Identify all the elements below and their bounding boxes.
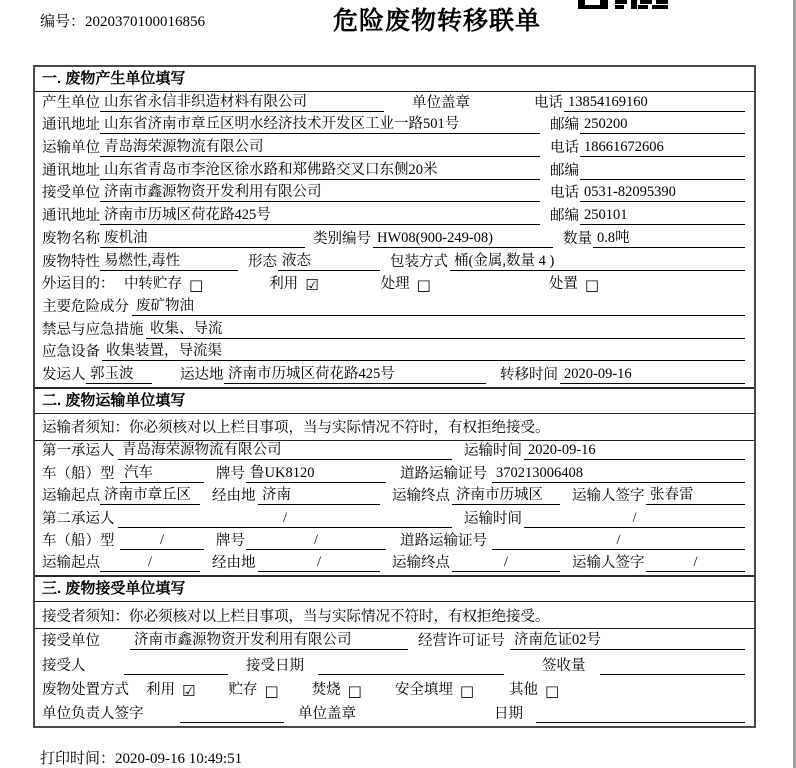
hazard-label: 主要危险成分 [42,298,129,315]
vehicle-label: 车（船）型 [42,465,115,482]
disposal-option-incinerate [312,678,362,699]
phone-label: 电话 [550,140,579,157]
form-label: 形态 [248,253,277,270]
row-shipper [35,364,754,387]
taboo-label: 禁忌与应急措施 [42,321,144,338]
checkbox-checked-icon: ☑ [305,276,319,295]
packing-value: 桶(金属,数量 4 ) [450,249,745,271]
origin-label: 运输起点 [42,555,100,572]
receiver-label: 接受单位 [42,185,100,202]
carrier2-label: 第二承运人 [42,510,115,527]
row-hazard-component [35,296,754,319]
purpose-label: 外运目的： [42,276,115,293]
producer-value: 山东省永信非织造材料有限公司 [100,90,384,112]
checkbox-icon: □ [264,681,279,700]
row-transporter-unit [35,137,754,160]
transfer-time-value: 2020-09-16 [560,366,745,384]
road-permit2-value: / [492,532,745,550]
row-producer-unit [35,92,754,115]
print-time-value: 2020-09-16 10:49:51 [115,751,243,767]
license-value: 济南危证02号 [510,628,745,650]
producer-phone-value: 13854169160 [564,94,745,112]
transporter-zip-value [580,165,745,180]
road-permit-label: 道路运输证号 [400,532,487,549]
serial-number-line [40,10,205,31]
date-label: 日期 [494,706,523,723]
row-receive-person [35,653,754,677]
form-value: 液态 [278,249,380,271]
license-label: 经营许可证号 [418,633,505,650]
character-value: 易燃性,毒性 [100,249,238,271]
equipment-label: 应急设备 [42,344,100,361]
terminus2-value: / [452,554,560,572]
checkbox-checked-icon: ☑ [182,681,196,700]
purpose-option-treat [381,272,431,293]
transport-time-label: 运输时间 [464,510,522,527]
destination-label: 运达地 [180,366,224,383]
option-label: 利用 [146,681,175,698]
receiver-label: 接受单位 [42,633,100,650]
option-label: 其他 [509,681,539,698]
transporter-address-value: 山东省青岛市李沧区徐水路和郑佛路交叉口东侧20米 [100,158,540,180]
terminus-label: 运输终点 [392,488,450,505]
equipment-value: 收集装置，导流渠 [102,339,745,361]
origin2-value: / [100,554,200,572]
receiver-address-value: 济南市历城区荷花路425号 [100,203,540,225]
row-disposal-method [35,678,754,702]
transport-time1-value: 2020-09-16 [524,442,745,460]
option-label: 处理 [380,276,410,293]
origin-label: 运输起点 [42,488,100,505]
option-label: 安全填埋 [394,681,453,698]
row-route-1 [35,486,754,508]
via-label: 经由地 [212,488,256,505]
carrier-sign-label: 运输人签字 [572,488,645,505]
shipper-label: 发运人 [42,366,86,383]
purpose-option-transfer-storage [124,272,203,293]
receiver-phone-value: 0531-82095390 [580,184,745,202]
carrier1-label: 第一承运人 [42,443,115,460]
zip-label: 邮编 [550,208,579,225]
zip-label: 邮编 [550,117,579,134]
section-receiver-title: 三. 废物接受单位填写 [35,577,754,602]
row-waste-name [35,228,754,251]
plate1-value: 鲁UK8120 [246,461,386,483]
signed-qty-value [600,660,745,675]
shipper-value: 郭玉波 [86,362,152,384]
phone-label: 电话 [550,185,579,202]
vehicle1-value: 汽车 [120,461,204,483]
plate-label: 牌号 [216,465,245,482]
address-label: 通讯地址 [42,162,100,179]
producer-label: 产生单位 [42,94,100,111]
address-label: 通讯地址 [42,208,100,225]
unit-seal-label: 单位盖章 [412,94,470,111]
page-title: 危险废物转移联单 [332,8,542,35]
road-permit-label: 道路运输证号 [400,465,487,482]
category-label: 类别编号 [313,230,371,247]
row-receiver-unit [35,183,754,206]
print-time-line [40,747,242,768]
head-sign-label: 单位负责人签字 [42,706,144,723]
purpose-option-utilize [269,272,318,293]
checkbox-icon: □ [584,276,600,295]
checkbox-icon: □ [347,681,362,700]
disposal-option-other [509,678,559,699]
row-producer-address [35,115,754,138]
hazard-value: 废矿物油 [132,294,745,316]
vehicle-label: 车（船）型 [42,532,115,549]
origin1-value: 济南市章丘区 [100,483,200,505]
receive-person-value [124,660,228,675]
via-label: 经由地 [212,555,256,572]
option-label: 焚烧 [311,681,341,698]
section-transporter-title: 二. 废物运输单位填写 [35,389,754,414]
disposal-option-landfill [395,678,474,699]
row-second-carrier [35,508,754,530]
option-label: 中转贮存 [124,276,182,293]
transport-time2-value: / [524,510,745,528]
row-taboo-measures [35,319,754,342]
qr-code-fragment [578,0,670,9]
address-label: 通讯地址 [42,117,100,134]
signed-qty-label: 签收量 [542,657,586,674]
receiver-zip-value: 250101 [580,207,745,225]
carrier-sign-label: 运输人签字 [572,555,645,572]
category-value: HW08(900-249-08) [373,230,553,248]
qty-value: 0.8吨 [593,226,745,248]
checkbox-icon: □ [459,681,475,700]
row-route-2 [35,553,754,575]
unit-seal-label: 单位盖章 [298,706,356,723]
disposal-option-storage [228,678,278,699]
waste-name-value: 废机油 [100,226,305,248]
receive-date-value [318,660,504,675]
row-receiver-address [35,205,754,228]
qty-label: 数量 [563,230,592,247]
waste-name-label: 废物名称 [42,230,100,247]
section-receiver [35,575,754,726]
transporter-notice: 运输者须知：你必须核对以上栏目事项，当与实际情况不符时，有权拒绝接受。 [35,414,754,441]
disposal-option-utilize [146,678,195,699]
section-producer-title: 一. 废物产生单位填写 [35,67,754,92]
seal-date-value [536,708,745,723]
transporter-phone-value: 18661672606 [580,139,745,157]
road-permit1-value: 370213006408 [492,465,745,483]
checkbox-icon: □ [545,681,560,700]
carrier-sign1-value: 张春雷 [646,483,745,505]
phone-label: 电话 [534,94,563,111]
transfer-time-label: 转移时间 [500,366,558,383]
row-waste-character [35,251,754,274]
producer-address-value: 山东省济南市章丘区明水经济技术开发区工业一路501号 [100,112,540,134]
section-producer [35,67,754,387]
producer-zip-value: 250200 [580,116,745,134]
row-transporter-address [35,160,754,183]
terminus-label: 运输终点 [392,555,450,572]
transporter-value: 青岛海荣源物流有限公司 [100,135,540,157]
checkbox-icon: □ [189,276,204,295]
serial-label: 编号： [40,14,86,30]
row-head-signature [35,702,754,726]
checkbox-icon: □ [416,276,431,295]
option-label: 贮存 [228,681,258,698]
destination-value: 济南市历城区荷花路425号 [224,362,486,384]
transport-time-label: 运输时间 [464,443,522,460]
receiver-value: 济南市鑫源物资开发利用有限公司 [100,180,540,202]
plate-label: 牌号 [216,532,245,549]
zip-label: 邮编 [550,162,579,179]
plate2-value: / [246,532,386,550]
packing-label: 包装方式 [390,253,448,270]
serial-value: 2020370100016856 [85,14,206,30]
head-sign-value [180,708,284,723]
section-transporter [35,387,754,575]
row-receiving-unit [35,629,754,653]
option-label: 处置 [548,276,578,293]
vehicle2-value: / [120,532,204,550]
character-label: 废物特性 [42,253,100,270]
print-time-label: 打印时间： [40,751,116,767]
purpose-option-dispose [549,272,599,293]
carrier1-value: 青岛海荣源物流有限公司 [118,438,452,460]
row-emergency-equipment [35,342,754,365]
carrier2-value: / [118,510,452,528]
carrier-sign2-value: / [646,554,745,572]
receiver-notice: 接受者须知：你必须核对以上栏目事项，当与实际情况不符时，有权拒绝接受。 [35,602,754,629]
via1-value: 济南 [258,483,380,505]
row-vehicle-2 [35,531,754,553]
receive-date-label: 接受日期 [246,657,304,674]
option-label: 利用 [269,276,299,293]
receiving-unit-value: 济南市鑫源物资开发利用有限公司 [130,628,408,650]
manifest-form [33,65,756,728]
terminus1-value: 济南市历城区 [452,483,560,505]
transporter-label: 运输单位 [42,140,100,157]
receive-person-label: 接受人 [42,657,86,674]
row-transfer-purpose [35,274,754,297]
disposal-label: 废物处置方式 [42,681,129,698]
taboo-value: 收集、导流 [146,317,745,339]
via2-value: / [258,554,380,572]
